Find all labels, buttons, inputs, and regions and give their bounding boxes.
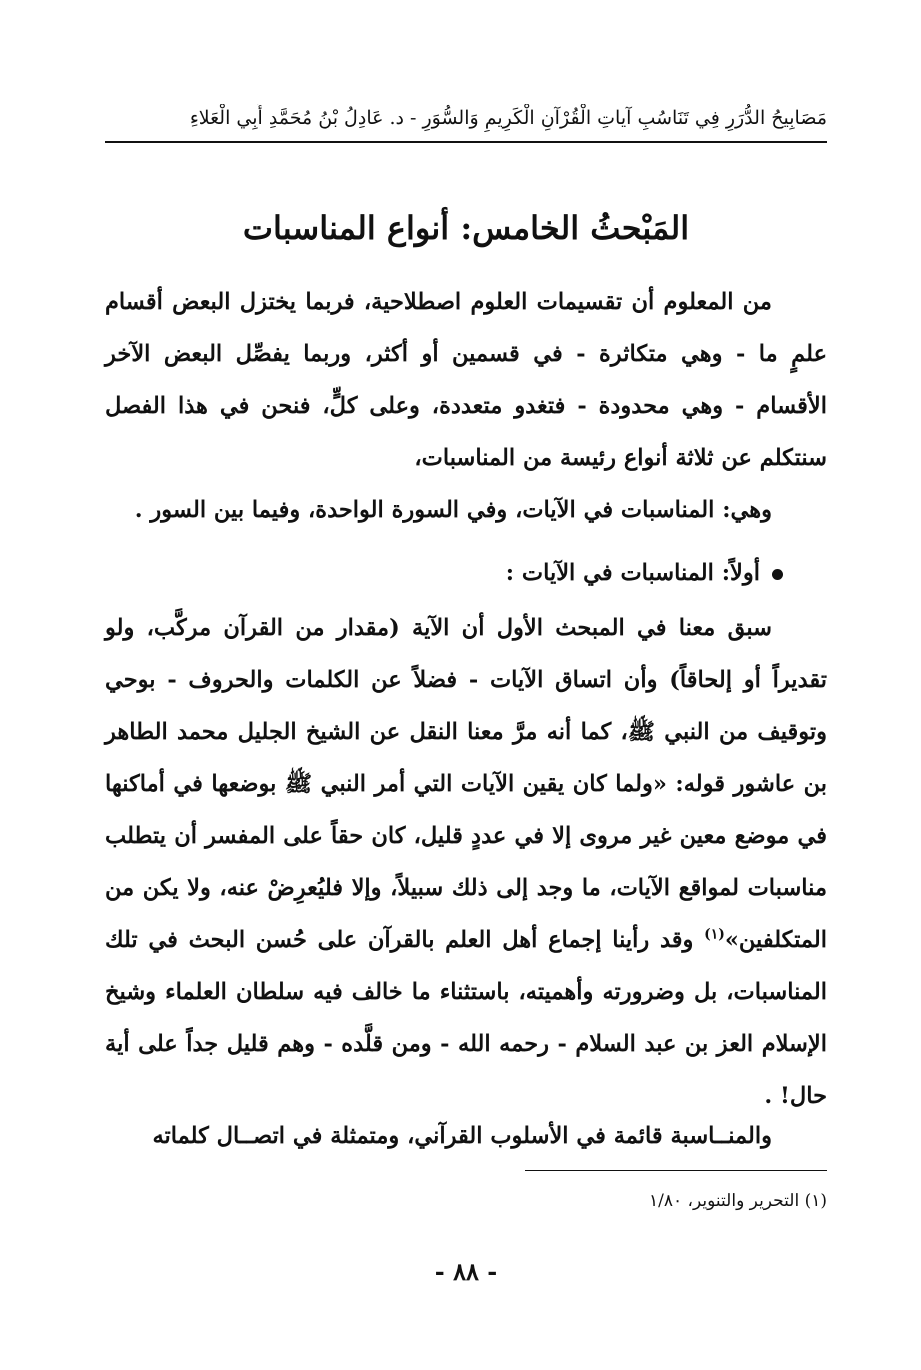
main-paragraph-text: سبق معنا في المبحث الأول أن الآية (مقدار من القرآن مركَّب، ولو تقديراً أو إلحاقاً) وأن اتساق الآيات - فضلاً عن الكلمات والحروف - بوحي وتوقيف من النبي ﷺ، كما أنه مرَّ معنا النقل عن الشيخ الجليل محمد الطاهر بن عاشور قوله: «ولما كان يقين الآيات التي أمر النبي ﷺ بوضعها في أماكنها في موضع معين غير مروى إلا في عددٍ قليل، كان حقاً على المفسر أن يتطلب مناسبات لمواقع الآيات، ما وجد إلى ذلك سبيلاً، وإلا فليُعرِضْ عنه، ولا يكن من المتكلفين»: [105, 615, 827, 953]
section-heading: [105, 547, 827, 599]
footnote: (١) التحرير والتنوير، ١/٨٠: [649, 1191, 827, 1211]
main-paragraph: [105, 602, 827, 1122]
section-heading-text: أولاً: المناسبات في الآيات :: [505, 560, 760, 586]
page-number: - ٨٨ -: [434, 1257, 498, 1286]
main-paragraph-continuation: وقد رأينا إجماع أهل العلم بالقرآن على حُسن البحث في تلك المناسبات، بل وضرورته وأهميته، باستثناء ما خالف فيه سلطان العلماء وشيخ الإسلام العز بن عبد السلام - رحمه الله - ومن قلَّده - وهم قليل جداً على أية حال! .: [105, 927, 827, 1109]
header-divider: [105, 141, 827, 143]
footnote-divider: [525, 1170, 827, 1171]
running-header: مَصَابِيحُ الدُّرَرِ فِي تَنَاسُبِ آياتِ الْقُرْآنِ الْكَرِيمِ وَالسُّوَرِ - د. عَادِلُ بْنُ مُحَمَّدِ أَبِي الْعَلاءِ: [189, 107, 827, 129]
types-paragraph: وهي: المناسبات في الآيات، وفي السورة الواحدة، وفيما بين السور .: [134, 497, 772, 523]
footnote-reference: (١): [704, 926, 725, 943]
chapter-title: المَبْحثُ الخامس: أنواع المناسبات: [242, 209, 690, 247]
continuation-paragraph: والمنــاسبة قائمة في الأسلوب القرآني، ومتمثلة في اتصــال كلماته: [152, 1123, 772, 1149]
intro-paragraph: من المعلوم أن تقسيمات العلوم اصطلاحية، فربما يختزل البعض أقسام علمٍ ما - وهي متكاثرة - في قسمين أو أكثر، وربما يفصِّل البعض الآخر الأقسام - وهي محدودة - فتغدو متعددة، وعلى كلٍّ، فنحن في هذا الفصل سنتكلم عن ثلاثة أنواع رئيسة من المناسبات،: [105, 289, 827, 471]
bullet-icon: [772, 569, 783, 580]
